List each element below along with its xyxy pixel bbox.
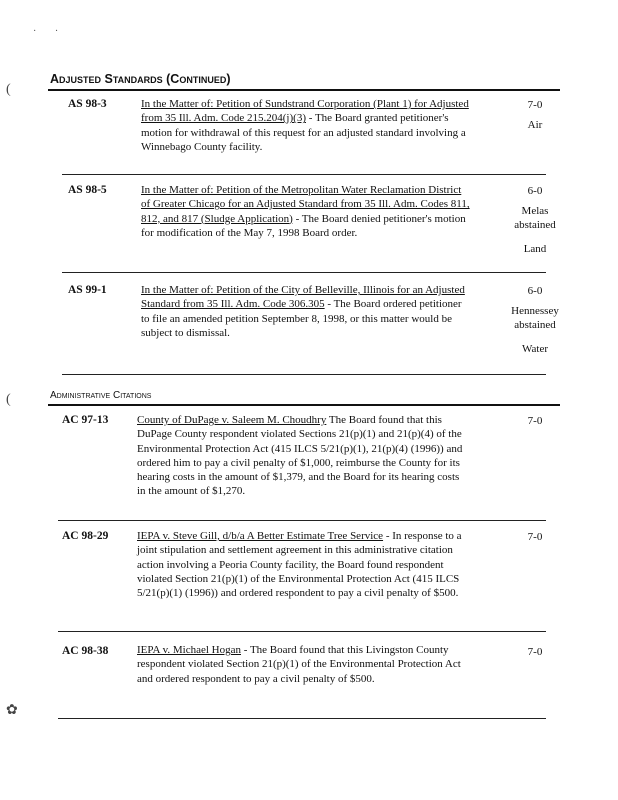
margin-mark: (: [6, 82, 11, 97]
docket-number: AC 98-29: [62, 530, 109, 542]
case-summary: - The Board granted petitioner's motion for withdrawal of this request for an adjusted standard involving a Winnebago County facility.: [141, 112, 466, 153]
section-rule: [48, 404, 560, 406]
vote-block: [500, 414, 570, 434]
case-summary: - The Board denied petitioner's motion for modification of the May 7, 1998 Board order.: [141, 212, 466, 239]
section-title-administrative-citations: Administrative Citations: [50, 390, 152, 401]
case-caption: County of DuPage v. Saleem M. Choudhry: [137, 414, 327, 426]
margin-mark: (: [6, 392, 11, 407]
case-summary: - The Board found that this Livingston County respondent violated Section 21(p)(1) of the Environmental Protection Act and ordered respondent to pay a civil penalty of $500.: [137, 644, 461, 685]
case-caption: In the Matter of: Petition of the City of Belleville, Illinois for an Adjusted Standard from 35 Ill. Adm. Code 306.305: [141, 284, 465, 311]
case-caption: In the Matter of: Petition of Sundstrand Corporation (Plant 1) for Adjusted from 35 Ill. Adm. Code 215.204(j)(3): [141, 98, 469, 125]
case-caption: IEPA v. Steve Gill, d/b/a A Better Estimate Tree Service: [137, 530, 384, 542]
section-title-adjusted-standards: Adjusted Standards (Continued): [50, 72, 231, 86]
vote-count: 6-0: [527, 285, 543, 297]
case-summary: - The Board ordered petitioner to file an amended petition September 8, 1998, or this matter would be subject to dismissal.: [141, 298, 462, 339]
vote-block: [500, 98, 570, 138]
entry-divider: [62, 374, 546, 375]
entry-text: [141, 183, 471, 240]
entry-divider: [58, 718, 546, 719]
vote-block: [500, 645, 570, 665]
entry-divider: [62, 272, 546, 273]
entry-text: [141, 283, 471, 340]
case-caption: In the Matter of: Petition of the Metropolitan Water Reclamation District of Greater Chicago for an Adjusted Standard from 35 Ill. Adm. Codes 811, 812, and 817 (Sludge Application): [141, 184, 470, 225]
vote-count: 7-0: [527, 415, 543, 427]
abstention-note: Melas abstained: [514, 205, 556, 231]
entry-divider: [58, 631, 546, 632]
case-caption: IEPA v. Michael Hogan: [137, 644, 241, 656]
section-rule: [48, 89, 560, 91]
case-summary: - In response to a joint stipulation and settlement agreement in this administrative citation action involving a Peoria County facility, the Board found respondent violated Section 21(p)(1) of the Environmental Protection Act (415 ILCS 5/21(p)(1) (1996)) and ordered respondent to pay a civil penalty of $500.: [137, 530, 462, 600]
entry-text: [137, 643, 470, 686]
vote-block: [500, 284, 570, 362]
entry-divider: [58, 520, 546, 521]
media-category: Water: [522, 343, 548, 355]
vote-count: 7-0: [527, 646, 543, 658]
entry-text: [141, 97, 471, 154]
docket-number: AC 98-38: [62, 645, 109, 657]
docket-number: AS 98-5: [68, 184, 107, 196]
docket-number: AS 99-1: [68, 284, 107, 296]
vote-block: [500, 184, 570, 262]
vote-count: 7-0: [527, 531, 543, 543]
margin-mark: ✿: [6, 703, 18, 718]
docket-number: AS 98-3: [68, 98, 107, 110]
docket-number: AC 97-13: [62, 414, 109, 426]
entry-text: [137, 529, 470, 600]
entry-text: [137, 413, 470, 499]
abstention-note: Hennessey abstained: [511, 305, 559, 331]
media-category: Air: [527, 119, 543, 131]
vote-count: 6-0: [527, 185, 543, 197]
vote-count: 7-0: [527, 99, 543, 111]
vote-block: [500, 530, 570, 550]
scan-dots: · ·: [33, 26, 67, 37]
case-summary: The Board found that this DuPage County respondent violated Sections 21(p)(1) and 21(p)(4) of the Environmental Protection Act (415 ILCS 5/21(p)(1), 21(p)(4) (1996)) and ordered him to pay a civil penalty of $1,000, reimburse the County for its hearing costs in the amount of $1,379, and the Board for its hearing costs in the amount of $1,270.: [137, 414, 463, 498]
entry-divider: [62, 174, 546, 175]
media-category: Land: [523, 243, 547, 255]
